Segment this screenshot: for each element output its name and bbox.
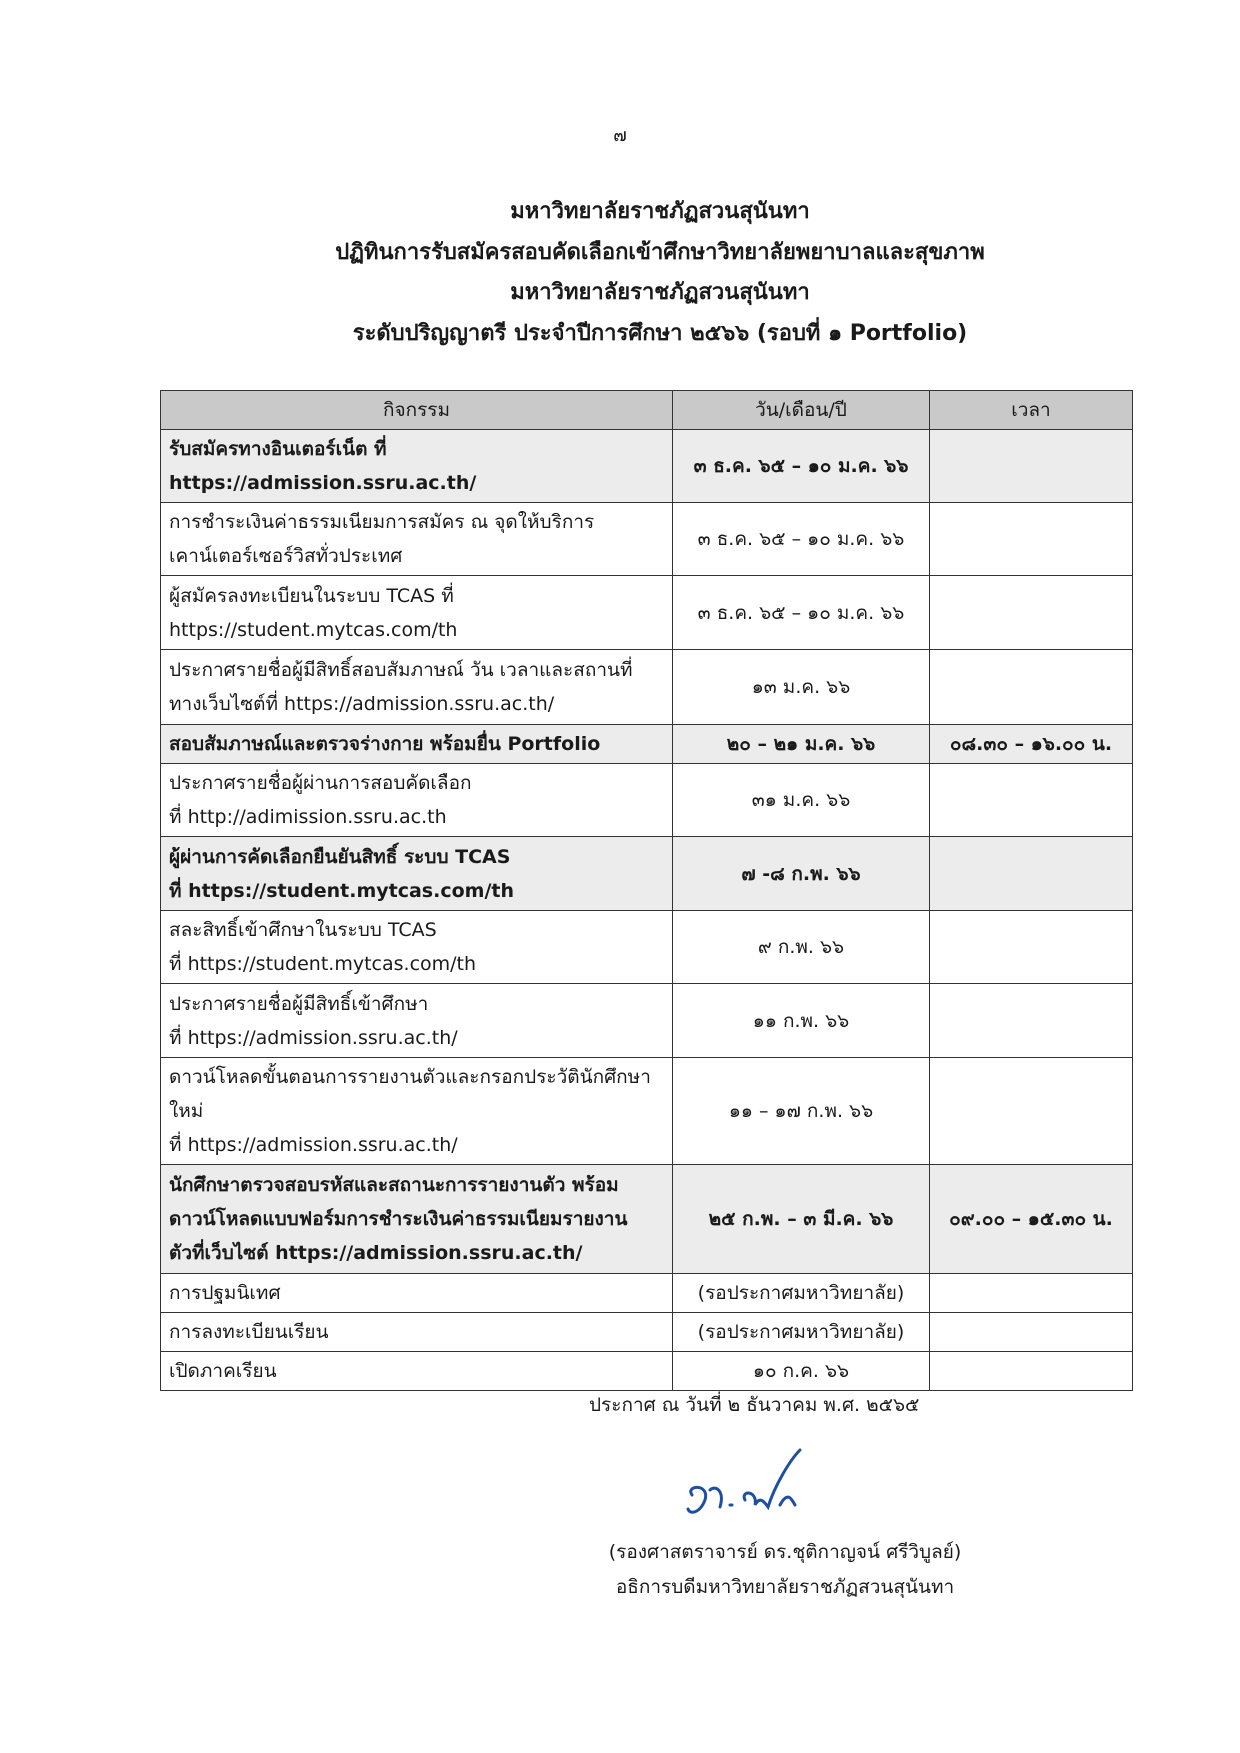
time-cell	[930, 650, 1133, 725]
time-cell: ๐๘.๓๐ – ๑๖.๐๐ น.	[930, 725, 1133, 764]
activity-line: ผู้ผ่านการคัดเลือกยืนยันสิทธิ์ ระบบ TCAS	[169, 845, 511, 868]
date-cell: (รอประกาศมหาวิทยาลัย)	[673, 1313, 930, 1352]
activity-line: การปฐมนิเทศ	[169, 1282, 281, 1304]
time-cell	[930, 911, 1133, 984]
activity-line: ที่ https://admission.ssru.ac.th/	[169, 1134, 458, 1156]
table-row	[161, 650, 1133, 725]
time-cell	[930, 1274, 1133, 1313]
date-cell: ๑๑ – ๑๗ ก.พ. ๖๖	[673, 1058, 930, 1165]
table-header	[161, 391, 1133, 430]
date-cell: ๑๐ ก.ค. ๖๖	[673, 1352, 930, 1391]
activity-cell	[161, 576, 673, 650]
table-row	[161, 837, 1133, 911]
activity-line: ประกาศรายชื่อผู้มีสิทธิ์สอบสัมภาษณ์ วัน เวลาและสถานที่	[169, 659, 633, 681]
header-time: เวลา	[930, 391, 1133, 430]
schedule-table	[160, 390, 1133, 1391]
table-row	[161, 1274, 1133, 1313]
date-cell: ๓ ธ.ค. ๖๕ – ๑๐ ม.ค. ๖๖	[673, 503, 930, 576]
activity-cell	[161, 764, 673, 837]
document-title	[0, 192, 1240, 354]
activity-cell	[161, 1058, 673, 1165]
activity-cell	[161, 1313, 673, 1352]
table-row	[161, 764, 1133, 837]
title-line: ปฏิทินการรับสมัครสอบคัดเลือกเข้าศึกษาวิทยาลัยพยาบาลและสุขภาพ	[335, 239, 985, 265]
signer-name: (รองศาสตราจารย์ ดร.ชุติกาญจน์ ศรีวิบูลย์)	[608, 1541, 962, 1563]
signer-block	[600, 1535, 970, 1605]
activity-cell	[161, 650, 673, 725]
activity-line: การลงทะเบียนเรียน	[169, 1321, 329, 1343]
date-cell: ๓๑ ม.ค. ๖๖	[673, 764, 930, 837]
activity-cell	[161, 503, 673, 576]
table-row	[161, 911, 1133, 984]
signature	[680, 1445, 840, 1529]
date-cell: ๑๓ ม.ค. ๖๖	[673, 650, 930, 725]
table-row	[161, 1058, 1133, 1165]
activity-line: ดาวน์โหลดขั้นตอนการรายงานตัวและกรอกประวัตินักศึกษาใหม่	[169, 1066, 651, 1122]
title-line: มหาวิทยาลัยราชภัฏสวนสุนันทา	[510, 280, 810, 305]
table-row	[161, 1352, 1133, 1391]
time-cell	[930, 1313, 1133, 1352]
title-line: มหาวิทยาลัยราชภัฏสวนสุนันทา	[510, 199, 810, 224]
activity-cell	[161, 430, 673, 503]
activity-cell	[161, 725, 673, 764]
date-cell: ๓ ธ.ค. ๖๕ – ๑๐ ม.ค. ๖๖	[673, 430, 930, 503]
activity-line: นักศึกษาตรวจสอบรหัสและสถานะการรายงานตัว พร้อม	[169, 1174, 619, 1196]
time-cell: ๐๙.๐๐ – ๑๕.๓๐ น.	[930, 1165, 1133, 1274]
date-cell: ๒๕ ก.พ. – ๓ มี.ค. ๖๖	[673, 1165, 930, 1274]
activity-line: ผู้สมัครลงทะเบียนในระบบ TCAS ที่	[169, 584, 454, 607]
activity-line: ทางเว็บไซต์ที่ https://admission.ssru.ac.th/	[169, 693, 555, 715]
activity-line: ที่ https://admission.ssru.ac.th/	[169, 1026, 458, 1049]
activity-line: สอบสัมภาษณ์และตรวจร่างกาย พร้อมยื่น Portfolio	[169, 733, 601, 755]
time-cell	[930, 837, 1133, 911]
activity-cell	[161, 1274, 673, 1313]
activity-line: ที่ http://adimission.ssru.ac.th	[169, 806, 447, 828]
table-row	[161, 503, 1133, 576]
activity-cell	[161, 837, 673, 911]
activity-line: สละสิทธิ์เข้าศึกษาในระบบ TCAS	[169, 919, 437, 941]
date-cell: ๒๐ – ๒๑ ม.ค. ๖๖	[673, 725, 930, 764]
header-date: วัน/เดือน/ปี	[673, 391, 930, 430]
time-cell	[930, 430, 1133, 503]
title-line: ระดับปริญญาตรี ประจำปีการศึกษา ๒๕๖๖ (รอบที่ ๑ Portfolio)	[352, 320, 968, 346]
activity-line: การชำระเงินค่าธรรมเนียมการสมัคร ณ จุดให้บริการ	[169, 511, 595, 533]
date-cell: ๑๑ ก.พ. ๖๖	[673, 984, 930, 1058]
table-row	[161, 1313, 1133, 1352]
date-cell: ๓ ธ.ค. ๖๕ – ๑๐ ม.ค. ๖๖	[673, 576, 930, 650]
activity-line: ที่ https://student.mytcas.com/th	[169, 953, 477, 975]
activity-line: ประกาศรายชื่อผู้ผ่านการสอบคัดเลือก	[169, 772, 472, 794]
date-cell: (รอประกาศมหาวิทยาลัย)	[673, 1274, 930, 1313]
table-row	[161, 1165, 1133, 1274]
date-cell: ๗ -๘ ก.พ. ๖๖	[673, 837, 930, 911]
activity-line: เคาน์เตอร์เซอร์วิสทั่วประเทศ	[169, 545, 403, 567]
activity-cell	[161, 1352, 673, 1391]
date-cell: ๙ ก.พ. ๖๖	[673, 911, 930, 984]
table-row	[161, 430, 1133, 503]
header-activity: กิจกรรม	[161, 391, 673, 430]
time-cell	[930, 1352, 1133, 1391]
table-row	[161, 984, 1133, 1058]
time-cell	[930, 984, 1133, 1058]
activity-cell	[161, 1165, 673, 1274]
time-cell	[930, 1058, 1133, 1165]
activity-cell	[161, 911, 673, 984]
time-cell	[930, 503, 1133, 576]
table-row	[161, 725, 1133, 764]
activity-line: เปิดภาคเรียน	[169, 1360, 277, 1382]
time-cell	[930, 576, 1133, 650]
activity-line: https://student.mytcas.com/th	[169, 618, 458, 641]
activity-line: ประกาศรายชื่อผู้มีสิทธิ์เข้าศึกษา	[169, 992, 429, 1015]
announcement-date: ประกาศ ณ วันที่ ๒ ธันวาคม พ.ศ. ๒๕๖๕	[589, 1394, 920, 1416]
signer-position: อธิการบดีมหาวิทยาลัยราชภัฏสวนสุนันทา	[615, 1576, 955, 1598]
activity-line: รับสมัครทางอินเตอร์เน็ต ที่	[169, 438, 387, 460]
activity-line: ตัวที่เว็บไซต์ https://admission.ssru.ac.th/	[169, 1242, 583, 1264]
page-number: ๗	[613, 125, 627, 146]
activity-line: ดาวน์โหลดแบบฟอร์มการชำระเงินค่าธรรมเนียมรายงาน	[169, 1208, 628, 1230]
activity-line: https://admission.ssru.ac.th/	[169, 472, 477, 494]
activity-line: ที่ https://student.mytcas.com/th	[169, 879, 514, 902]
table-row	[161, 576, 1133, 650]
activity-cell	[161, 984, 673, 1058]
time-cell	[930, 764, 1133, 837]
